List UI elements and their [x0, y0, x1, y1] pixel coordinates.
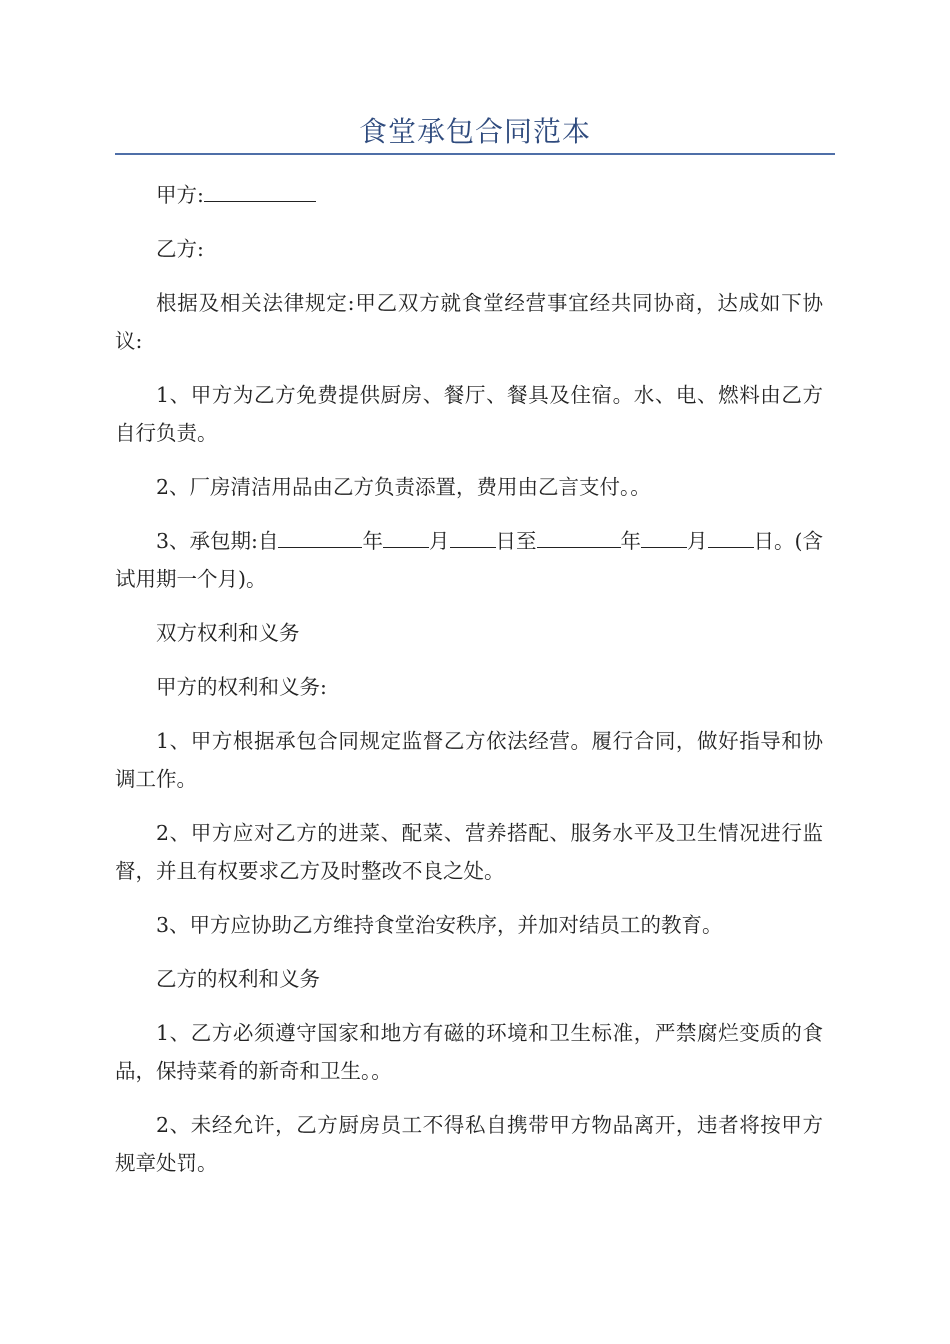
party-a-item-1: 1、甲方根据承包合同规定监督乙方依法经营。履行合同，做好指导和协调工作。 — [115, 729, 823, 791]
party-a-blank — [204, 179, 316, 202]
start-month-blank — [383, 525, 429, 548]
party-a-item-2: 2、甲方应对乙方的进菜、配菜、营养搭配、服务水平及卫生情况进行监督，并且有权要求乙方及时整改不良之处。 — [115, 821, 823, 883]
rights-heading: 双方权利和义务 — [156, 621, 300, 645]
party-a-label: 甲方: — [156, 183, 204, 207]
end-day-blank — [708, 525, 754, 548]
end-month-label: 月 — [687, 529, 708, 553]
party-b-item-1: 1、乙方必须遵守国家和地方有磁的环境和卫生标准，严禁腐烂变质的食品，保持菜肴的新奇和卫生。。 — [115, 1021, 823, 1083]
end-year-blank — [537, 525, 621, 548]
party-a-item-3: 3、甲方应协助乙方维持食堂治安秩序，并加对结员工的教育。 — [156, 913, 723, 937]
start-year-label: 年 — [362, 529, 383, 553]
intro-paragraph: 根据及相关法律规定:甲乙双方就食堂经营事宜经共同协商，达成如下协议: — [115, 291, 823, 353]
start-month-label: 月 — [428, 529, 450, 553]
start-day-label: 日至 — [495, 529, 537, 553]
document-title: 食堂承包合同范本 — [358, 115, 591, 148]
title-underline — [115, 153, 835, 155]
party-a-line — [115, 176, 823, 214]
end-day-label: 日。(含试用期一个月)。 — [115, 529, 824, 591]
start-year-blank — [278, 525, 362, 548]
clause-3 — [115, 522, 823, 598]
clause-3-prefix: 3、承包期:自 — [156, 529, 279, 553]
end-year-label: 年 — [620, 529, 642, 553]
clause-1: 1、甲方为乙方免费提供厨房、餐厅、餐具及住宿。水、电、燃料由乙方自行负责。 — [115, 383, 823, 445]
party-b-item-2: 2、未经允许，乙方厨房员工不得私自携带甲方物品离开，违者将按甲方规章处罚。 — [115, 1113, 823, 1175]
party-b-label: 乙方: — [156, 237, 204, 261]
end-month-blank — [641, 525, 687, 548]
document-body — [115, 176, 823, 1198]
clause-2: 2、厂房清洁用品由乙方负责添置，费用由乙言支付。。 — [156, 475, 651, 499]
party-a-rights-heading: 甲方的权利和义务: — [156, 675, 327, 699]
party-b-line — [115, 230, 823, 268]
party-b-rights-heading: 乙方的权利和义务 — [156, 967, 320, 991]
start-day-blank — [450, 525, 496, 548]
